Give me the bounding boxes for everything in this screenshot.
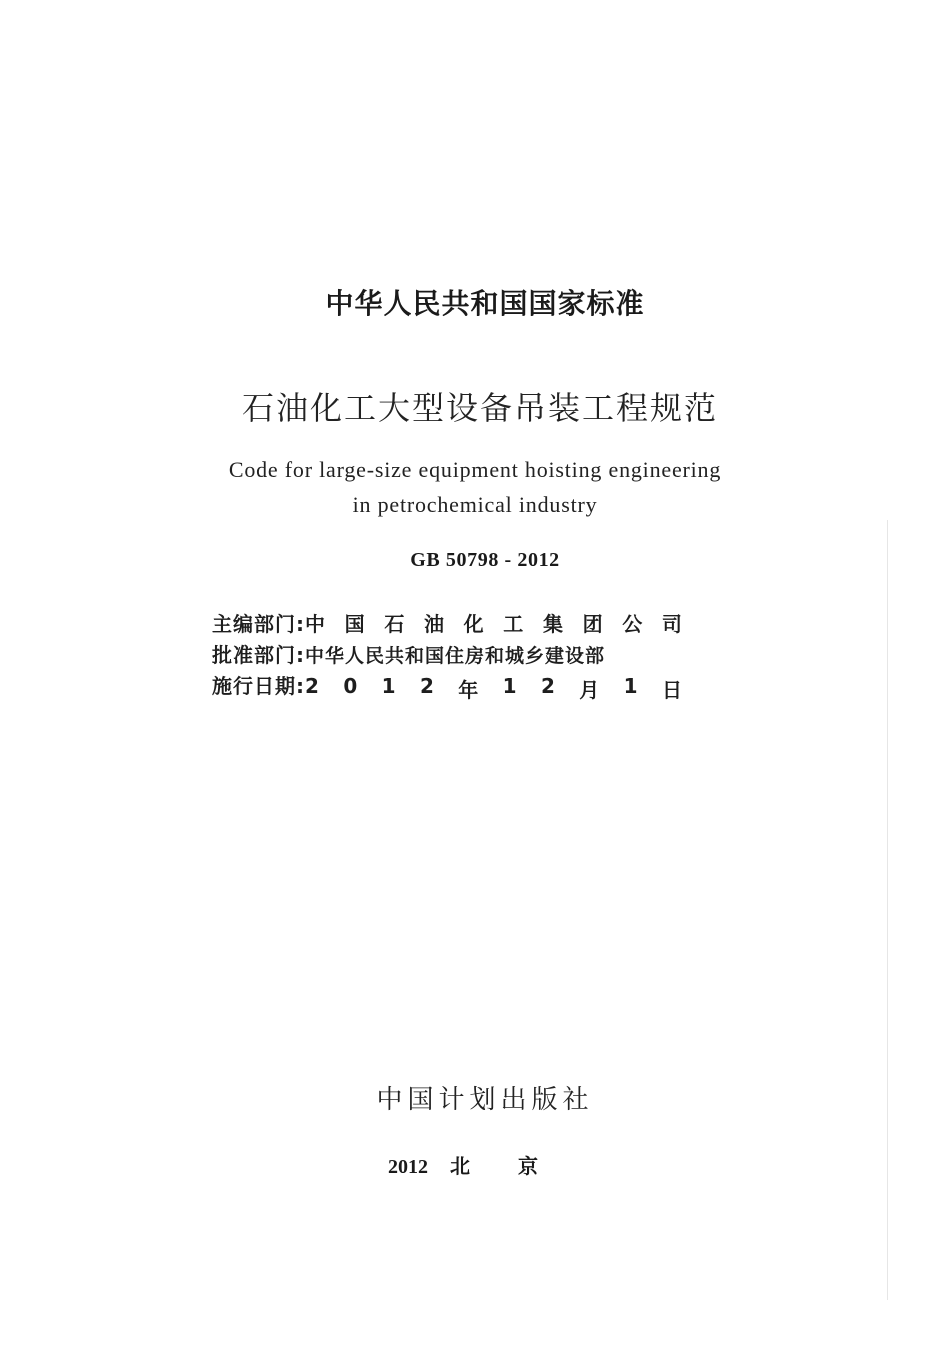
approver-value: 中华人民共和国住房和城乡建设部: [305, 645, 606, 667]
spaced-character: 集: [542, 612, 563, 636]
document-title-chinese: 石油化工大型设备吊装工程规范: [241, 389, 718, 427]
imprint-place-year: [0, 1150, 950, 1179]
publisher-name: 中国计划出版社: [376, 1085, 594, 1115]
standard-code-number: GB 50798 - 2012: [410, 549, 560, 571]
effective-date-row: [212, 670, 682, 701]
spaced-character: 月: [579, 678, 600, 702]
spaced-character: 2: [305, 674, 319, 698]
effective-date-label: 施行日期:: [212, 674, 305, 698]
editor-value: [305, 608, 682, 637]
spaced-character: 中: [305, 612, 325, 636]
spaced-character: 工: [503, 612, 524, 636]
spaced-character: 年: [458, 678, 479, 702]
spaced-character: 1: [381, 674, 396, 698]
spaced-character: 1: [502, 674, 517, 698]
editor-row: [212, 608, 682, 639]
imprint-year: 2012: [388, 1156, 428, 1178]
spaced-character: 国: [344, 612, 365, 636]
spaced-character: 石: [384, 612, 405, 636]
spaced-character: 化: [463, 612, 484, 636]
title-english-line-2: in petrochemical industry: [352, 492, 598, 517]
spaced-character: 司: [661, 612, 682, 636]
imprint-city: 北京: [450, 1154, 586, 1178]
spaced-character: 公: [622, 612, 643, 636]
spaced-character: 0: [343, 674, 358, 698]
national-standard-heading: 中华人民共和国国家标准: [325, 287, 645, 320]
title-english-line-1: Code for large-size equipment hoisting engineering: [228, 457, 722, 482]
spaced-character: 团: [582, 612, 603, 636]
page-edge-shadow: [887, 520, 888, 1300]
effective-date-value: [305, 674, 682, 703]
spaced-character: 1: [623, 674, 638, 698]
spaced-character: 2: [540, 674, 555, 698]
approver-row: [212, 639, 682, 670]
approver-label: 批准部门:: [212, 643, 305, 667]
publication-info: [212, 608, 682, 701]
editor-label: 主编部门:: [212, 612, 305, 636]
spaced-character: 日: [661, 678, 682, 702]
document-title-english: [0, 452, 950, 522]
spaced-character: 2: [419, 674, 434, 698]
spaced-character: 油: [423, 612, 444, 636]
